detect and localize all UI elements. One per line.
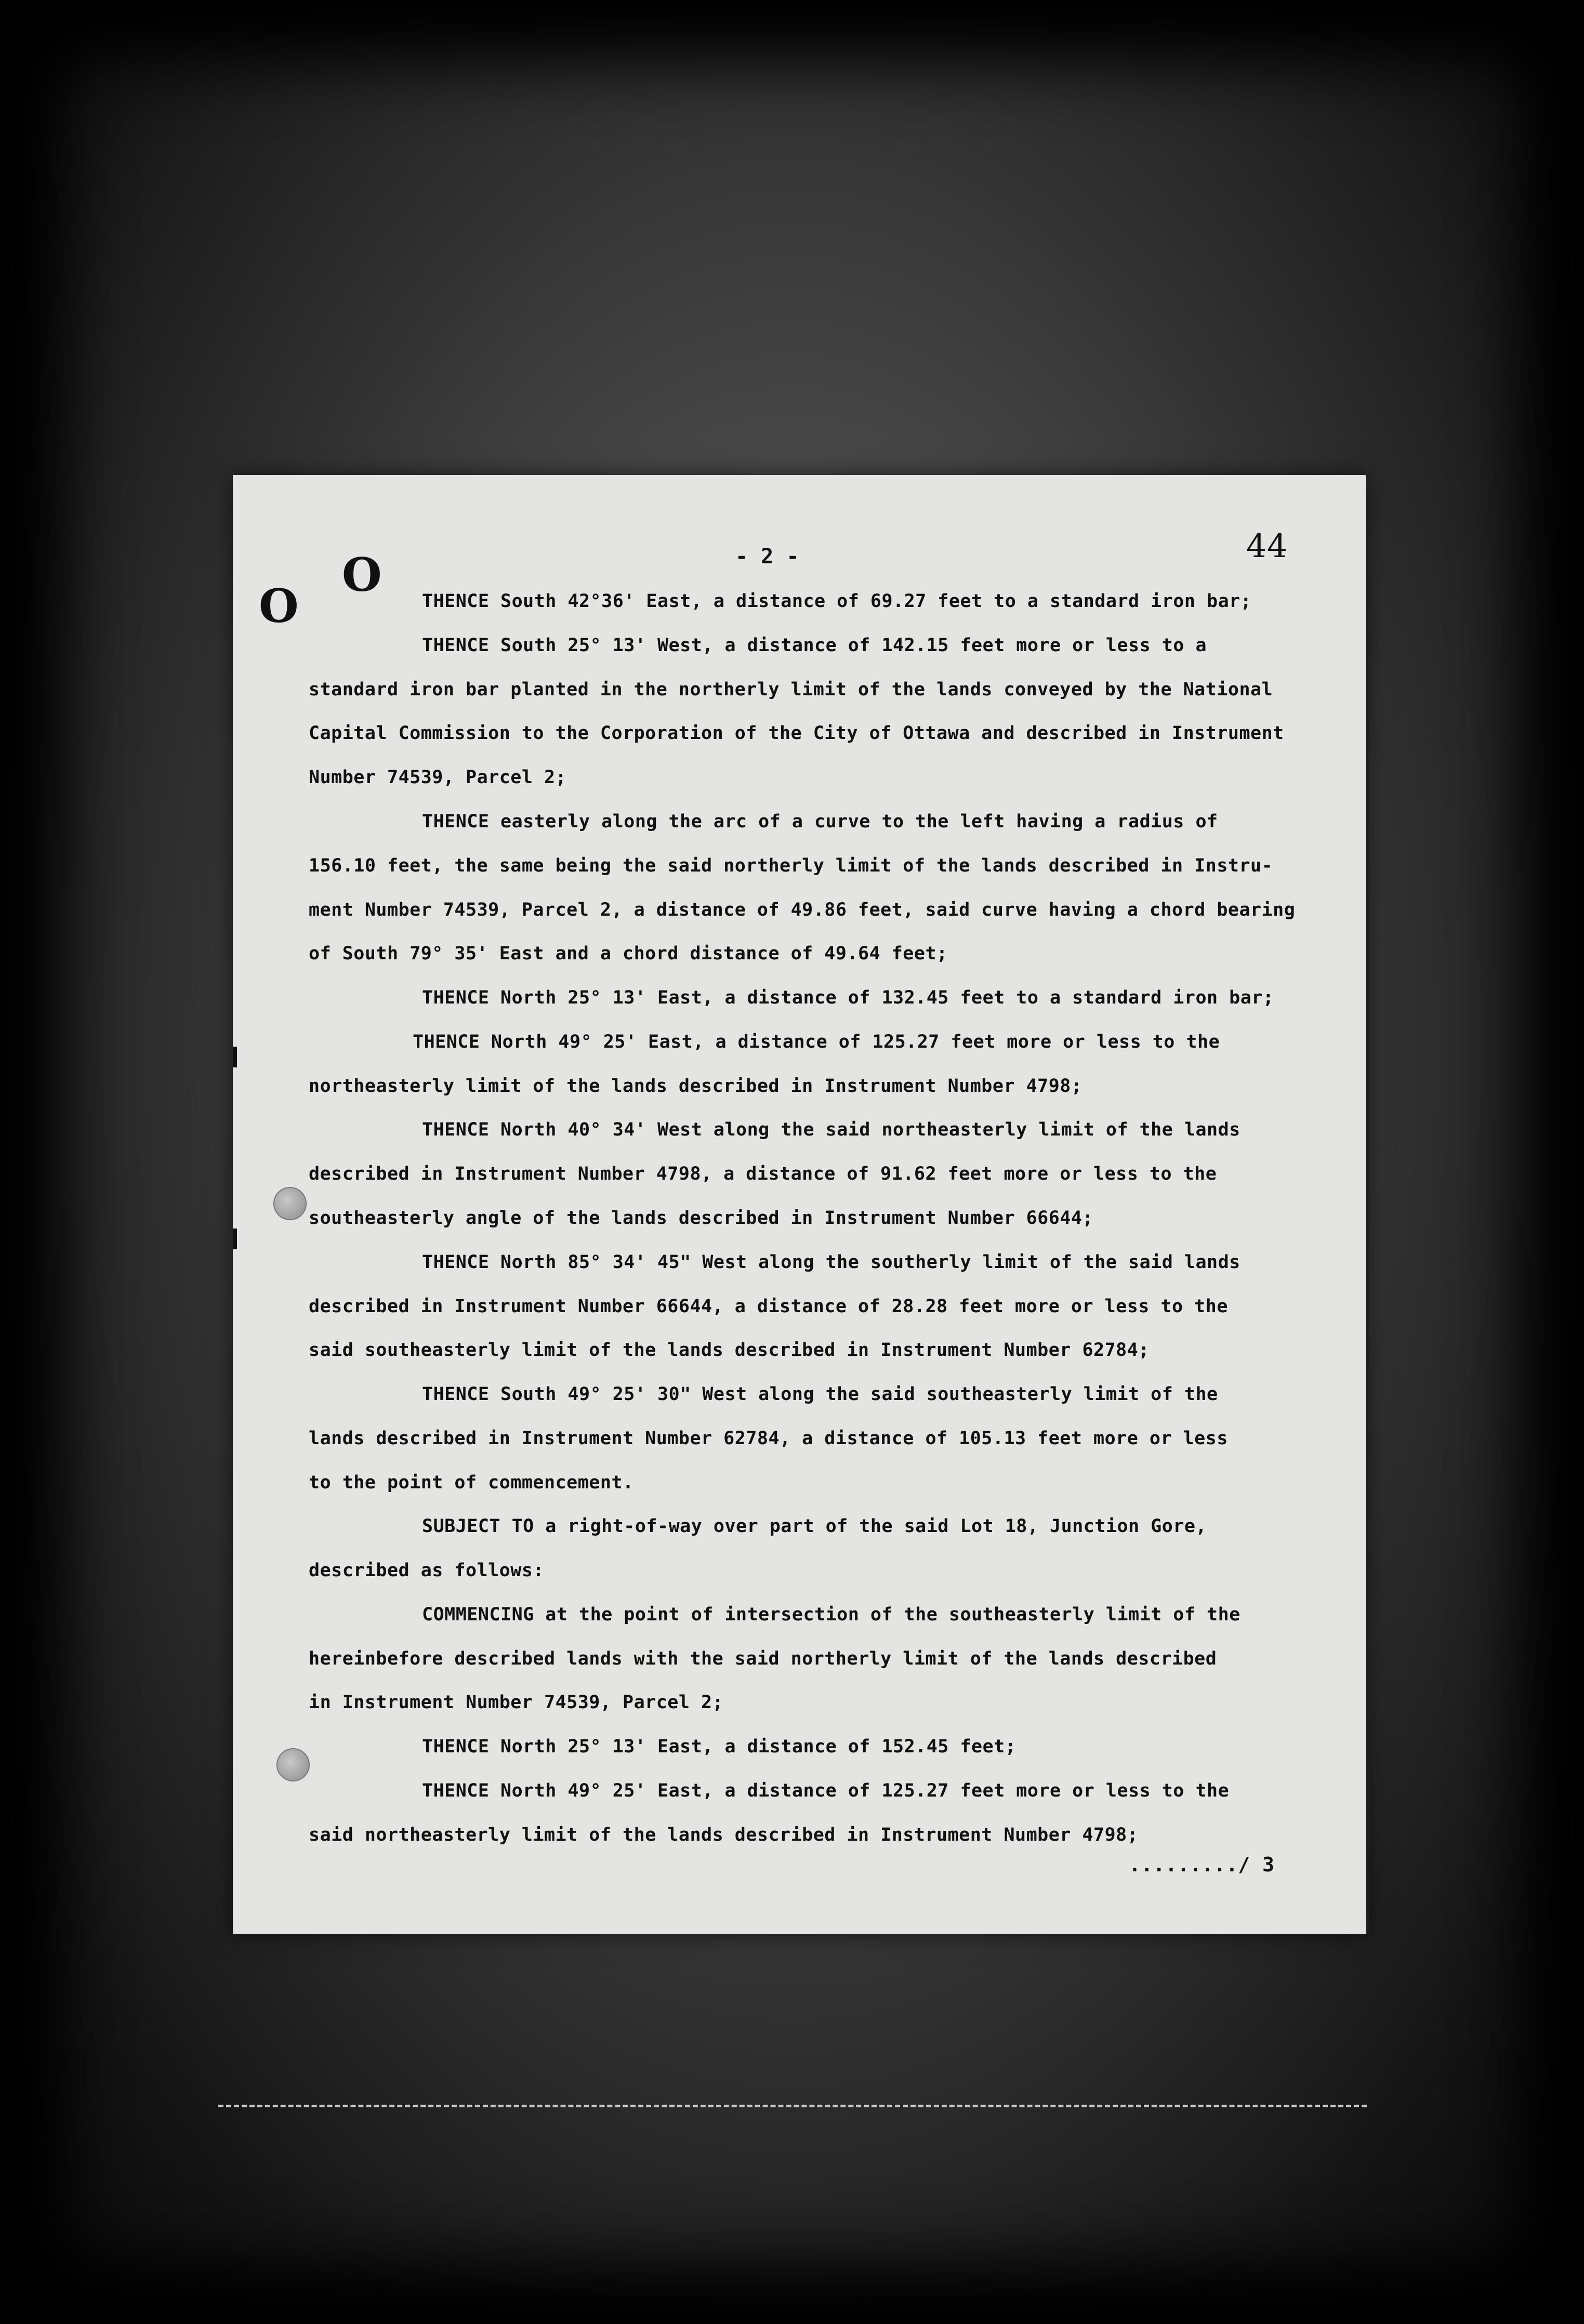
scan-guide-line <box>218 2105 1367 2107</box>
margin-mark-right: O <box>342 548 382 602</box>
text-line: in Instrument Number 74539, Parcel 2; <box>309 1692 724 1713</box>
punch-hole-lower <box>276 1748 310 1781</box>
text-line: to the point of commencement. <box>309 1472 634 1493</box>
document-page <box>233 475 1366 1934</box>
continuation-marker: ........./ 3 <box>1129 1853 1275 1876</box>
punch-hole-upper <box>273 1187 307 1220</box>
binding-mark <box>233 1047 237 1067</box>
text-line: THENCE North 85° 34' 45" West along the southerly limit of the said lands <box>422 1252 1240 1273</box>
text-line: THENCE North 49° 25' East, a distance of 125.27 feet more or less to the <box>413 1032 1220 1052</box>
text-line: THENCE North 49° 25' East, a distance of 125.27 feet more or less to the <box>422 1780 1230 1801</box>
page-number: - 2 - <box>735 545 799 569</box>
text-line: lands described in Instrument Number 62784, a distance of 105.13 feet more or less <box>309 1428 1228 1449</box>
folio-number: 44 <box>1246 527 1288 565</box>
text-line: THENCE North 25° 13' East, a distance of 152.45 feet; <box>422 1736 1017 1757</box>
text-line: Capital Commission to the Corporation of the City of Ottawa and described in Instrument <box>309 723 1284 744</box>
text-line: THENCE easterly along the arc of a curve to the left having a radius of <box>422 811 1218 832</box>
text-line: Number 74539, Parcel 2; <box>309 767 567 788</box>
text-line: THENCE South 49° 25' 30" West along the said southeasterly limit of the <box>422 1384 1218 1405</box>
text-line: of South 79° 35' East and a chord distance of 49.64 feet; <box>309 943 948 964</box>
text-line: said southeasterly limit of the lands described in Instrument Number 62784; <box>309 1340 1150 1361</box>
text-line: ment Number 74539, Parcel 2, a distance of 49.86 feet, said curve having a chord bearing <box>309 900 1296 920</box>
text-line: southeasterly angle of the lands described in Instrument Number 66644; <box>309 1208 1094 1229</box>
text-line: THENCE North 25° 13' East, a distance of 132.45 feet to a standard iron bar; <box>422 987 1274 1008</box>
text-line: hereinbefore described lands with the said northerly limit of the lands described <box>309 1648 1217 1669</box>
text-line: 156.10 feet, the same being the said northerly limit of the lands described in Instru- <box>309 855 1273 876</box>
text-line: described as follows: <box>309 1560 545 1581</box>
text-line: THENCE South 25° 13' West, a distance of 142.15 feet more or less to a <box>422 635 1207 656</box>
text-line: THENCE South 42°36' East, a distance of 69.27 feet to a standard iron bar; <box>422 591 1252 612</box>
text-line: SUBJECT TO a right-of-way over part of the said Lot 18, Junction Gore, <box>422 1516 1207 1537</box>
text-line: COMMENCING at the point of intersection of the southeasterly limit of the <box>422 1604 1240 1625</box>
text-line: northeasterly limit of the lands described in Instrument Number 4798; <box>309 1076 1083 1097</box>
text-line: described in Instrument Number 66644, a distance of 28.28 feet more or less to the <box>309 1296 1228 1317</box>
margin-mark-left: O <box>259 579 299 633</box>
binding-mark <box>233 1229 237 1249</box>
text-line: described in Instrument Number 4798, a distance of 91.62 feet more or less to the <box>309 1164 1217 1184</box>
text-line: said northeasterly limit of the lands described in Instrument Number 4798; <box>309 1825 1139 1845</box>
text-line: THENCE North 40° 34' West along the said northeasterly limit of the lands <box>422 1119 1240 1140</box>
text-line: standard iron bar planted in the northerly limit of the lands conveyed by the National <box>309 679 1273 700</box>
